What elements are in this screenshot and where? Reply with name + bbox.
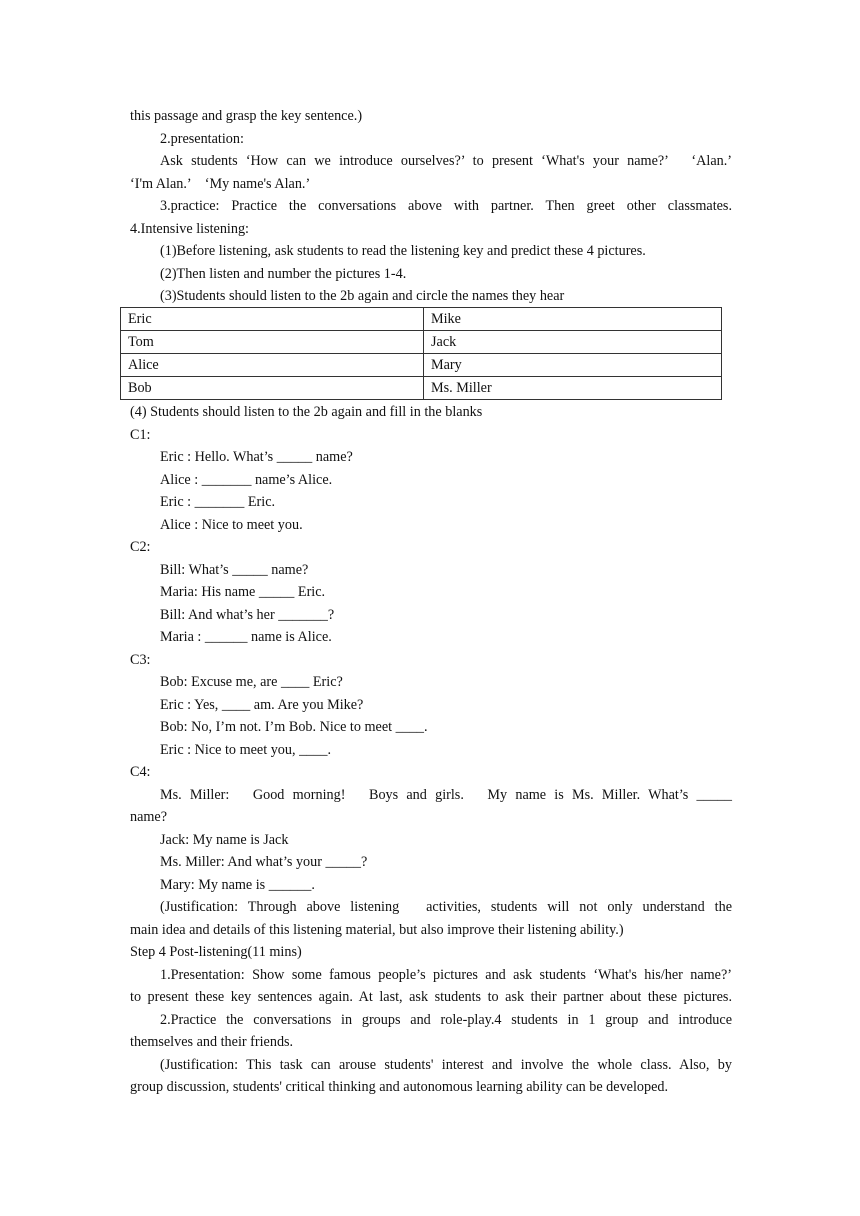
- dialogue-line: Alice : Nice to meet you.: [160, 516, 303, 533]
- presentation-text: Ask students ‘How can we introduce ourselves?’ to present ‘What's your name?’ ‘Alan.’: [160, 153, 732, 169]
- dialogue-line: Eric : _______ Eric.: [160, 494, 276, 510]
- conversation-label-c3: C3:: [130, 651, 151, 668]
- step4-presentation: 1.Presentation: Show some famous people’s pictures and ask students ‘What's his/her name?’: [160, 966, 732, 983]
- dialogue-line: Ms. Miller: And what’s your _____?: [160, 854, 368, 870]
- dialogue-line: Eric : Nice to meet you, ____.: [160, 741, 331, 758]
- justification-text: (Justification: Through above listening activities, students will not only understand the: [160, 899, 732, 915]
- conversation-label-c4: C4:: [130, 764, 151, 780]
- intensive-listening-heading: 4.Intensive listening:: [130, 220, 250, 237]
- practice-text: 3.practice: Practice the conversations above with partner. Then greet other classmates.: [160, 198, 732, 214]
- listening-step-2: (2)Then listen and number the pictures 1-4.: [160, 265, 407, 282]
- table-cell: Bob: [121, 377, 424, 400]
- dialogue-line: Maria: His name _____ Eric.: [160, 584, 326, 600]
- table-row: [121, 308, 722, 331]
- intro-section: [130, 105, 732, 308]
- step4-heading: Step 4 Post-listening(11 mins): [130, 944, 302, 960]
- dialogue-line: Bob: Excuse me, are ____ Eric?: [160, 674, 343, 690]
- step4-presentation-cont: to present these key sentences again. At last, ask students to ask their partner about these pictures.: [130, 989, 732, 1005]
- table-cell: Mike: [424, 308, 722, 331]
- table-cell: Mary: [424, 354, 722, 377]
- dialogue-line: Bob: No, I’m not. I’m Bob. Nice to meet ____.: [160, 719, 428, 735]
- listening-step-3: (3)Students should listen to the 2b again and circle the names they hear: [160, 288, 565, 304]
- dialogue-line: Bill: What’s _____ name?: [160, 561, 309, 578]
- justification-text-cont: main idea and details of this listening material, but also improve their listening ability.): [130, 921, 624, 938]
- presentation-heading: 2.presentation:: [160, 130, 244, 147]
- table-row: [121, 331, 722, 354]
- dialogue-line: Mary: My name is ______.: [160, 876, 315, 893]
- table-cell: Eric: [121, 308, 424, 331]
- presentation-text-cont: ‘I'm Alan.’ ‘My name's Alan.’: [130, 175, 311, 192]
- conversation-label-c2: C2:: [130, 539, 151, 555]
- dialogue-line: Eric : Yes, ____ am. Are you Mike?: [160, 696, 364, 713]
- conversation-label-c1: C1:: [130, 426, 151, 443]
- step4-practice: 2.Practice the conversations in groups and role-play.4 students in 1 group and introduce: [160, 1011, 732, 1028]
- dialogue-line: Maria : ______ name is Alice.: [160, 629, 332, 645]
- table-cell: Jack: [424, 331, 722, 354]
- dialogue-line: Eric : Hello. What’s _____ name?: [160, 449, 353, 465]
- names-table: [120, 307, 722, 400]
- table-cell: Ms. Miller: [424, 377, 722, 400]
- dialogue-line: Jack: My name is Jack: [160, 831, 289, 848]
- table-row: [121, 354, 722, 377]
- table-cell: Alice: [121, 354, 424, 377]
- step4-justification-cont: group discussion, students' critical thinking and autonomous learning ability can be developed.: [130, 1079, 669, 1095]
- dialogue-line: Bill: And what’s her _______?: [160, 606, 335, 623]
- intro-line: this passage and grasp the key sentence.): [130, 108, 363, 124]
- step4-justification: (Justification: This task can arouse students' interest and involve the whole class. Also, by: [160, 1056, 732, 1073]
- table-cell: Tom: [121, 331, 424, 354]
- listening-step-1: (1)Before listening, ask students to read the listening key and predict these 4 pictures.: [160, 243, 646, 259]
- dialogue-line: Ms. Miller: Good morning! Boys and girls. My name is Ms. Miller. What’s _____: [160, 786, 732, 803]
- fill-heading: (4) Students should listen to the 2b again and fill in the blanks: [130, 404, 483, 420]
- dialogue-line-cont: name?: [130, 809, 168, 825]
- dialogue-line: Alice : _______ name’s Alice.: [160, 471, 333, 488]
- fill-in-section: [130, 401, 732, 1099]
- table-row: [121, 377, 722, 400]
- step4-practice-cont: themselves and their friends.: [130, 1034, 294, 1050]
